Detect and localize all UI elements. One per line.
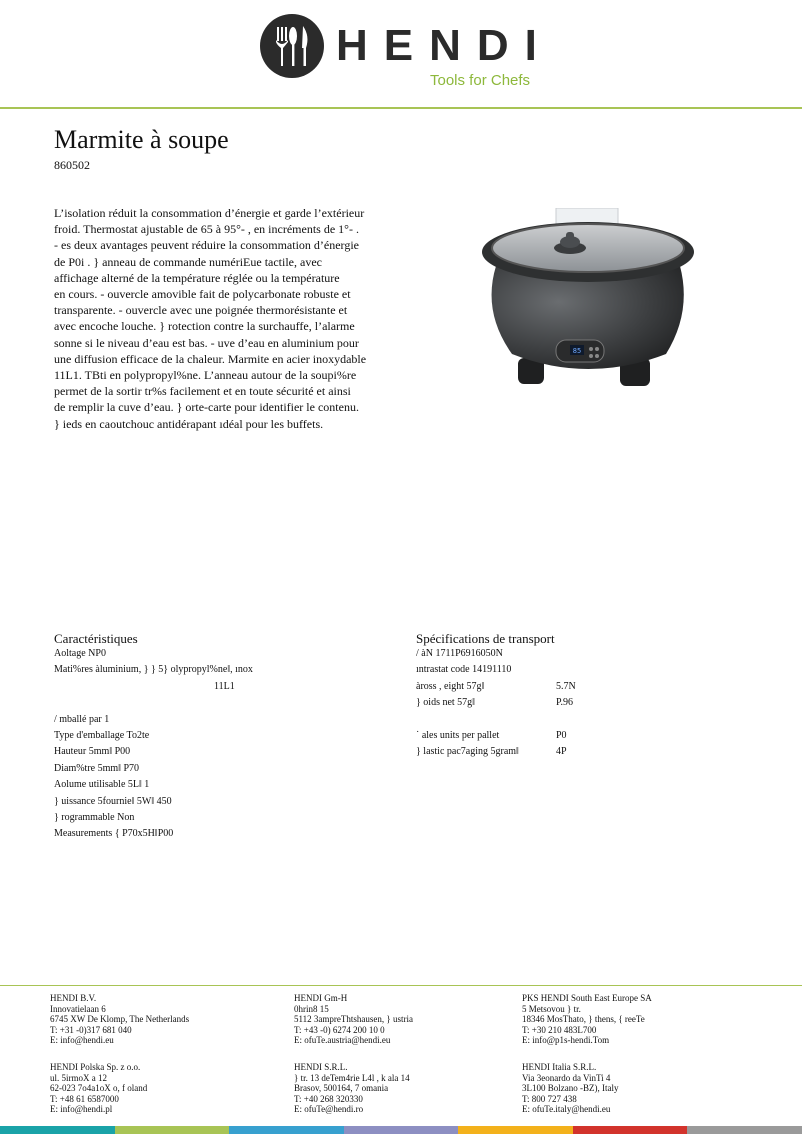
transport-row bbox=[416, 744, 716, 760]
footer-email[interactable]: E: ofuTe@hendi.ro bbox=[294, 1104, 364, 1115]
footer-company-name: HENDI S.R.L. bbox=[294, 1062, 348, 1072]
characteristic-row bbox=[54, 777, 374, 793]
transport-row bbox=[416, 728, 716, 744]
brand-tagline: Tools for Chefs bbox=[430, 72, 531, 89]
transport-label: } lastic pac7aging 5gram‖ bbox=[416, 746, 519, 758]
footer-address-line: T: +31 -0)317 681 040 bbox=[50, 1024, 132, 1035]
footer-address-block bbox=[522, 993, 652, 1046]
footer-address-line: T: 800 727 438 bbox=[522, 1093, 577, 1104]
characteristic-row bbox=[54, 826, 374, 842]
characteristic-text: Type d'emballage To2te bbox=[54, 729, 150, 741]
description-line: de remplir la cuve d’eau. } orte-carte pour identifier le contenu. bbox=[54, 400, 359, 415]
footer-address-line: T: +30 210 483L700 bbox=[522, 1024, 597, 1035]
brand-name: HENDI bbox=[336, 21, 553, 70]
description-line: en cours. - ouvercle amovible fait de polycarbonate robuste et bbox=[54, 287, 351, 302]
color-bar-segment bbox=[115, 1126, 230, 1134]
transport-row bbox=[416, 646, 716, 662]
color-bar-segment bbox=[687, 1126, 802, 1134]
footer-address-line: Innovatielaan 6 bbox=[50, 1003, 106, 1014]
color-bar-segment bbox=[573, 1126, 688, 1134]
description-line: } ieds en caoutchouc antidérapant ıdéal pour les buffets. bbox=[54, 416, 324, 431]
characteristic-text: Mati%res àluminium, } } 5} olypropyl%ne‖, ınox bbox=[54, 664, 253, 676]
transport-label: àross , eight 57g‖ bbox=[416, 680, 485, 692]
hendi-logo bbox=[260, 12, 553, 92]
footer-color-bar bbox=[0, 1126, 802, 1134]
page-title: Marmite à soupe bbox=[54, 125, 229, 154]
header-divider bbox=[0, 107, 802, 109]
characteristic-text: Hauteur 5mm‖ P00 bbox=[54, 746, 131, 758]
characteristics-list bbox=[54, 646, 374, 843]
color-bar-segment bbox=[229, 1126, 344, 1134]
characteristic-row bbox=[54, 728, 374, 744]
footer-address-block bbox=[50, 993, 189, 1046]
footer-company-name: PKS HENDI South East Europe SA bbox=[522, 993, 652, 1003]
footer-address-line: 18346 MosThato, } thens, { reeTe bbox=[522, 1014, 645, 1025]
footer-address-line: T: +48 61 6587000 bbox=[50, 1093, 119, 1104]
description-line: permet de la sortir tr%s facilement et en toute sécurité et ainsi bbox=[54, 384, 351, 399]
product-sku: 860502 bbox=[54, 158, 90, 172]
description-line: une diffusion efficace de la chaleur. Marmite en acier inoxydable bbox=[54, 351, 367, 366]
characteristic-row bbox=[54, 794, 374, 810]
description-line: affichage alterné de la température réglée ou la température bbox=[54, 270, 340, 285]
characteristic-text: Aolume utilisable 5L‖ 1 bbox=[54, 779, 150, 791]
footer-address-line: 5 Metsovou } tr. bbox=[522, 1003, 581, 1014]
footer-company-name: HENDI B.V. bbox=[50, 993, 97, 1003]
footer-address-block bbox=[522, 1062, 618, 1115]
transport-value: P0 bbox=[556, 729, 567, 741]
characteristic-text: Aoltage NP0 bbox=[54, 648, 106, 659]
characteristic-row bbox=[54, 712, 374, 728]
color-bar-segment bbox=[0, 1126, 115, 1134]
footer-address-line: 3L100 Bolzano -BZ), Italy bbox=[522, 1083, 619, 1094]
footer-email[interactable]: E: info@p1s-hendi.Tom bbox=[522, 1035, 610, 1046]
transport-label: ˙ ales units per pallet bbox=[416, 729, 500, 741]
transport-label: ıntrastat code 14191110 bbox=[416, 664, 512, 676]
description-line: transparente. - ouvercle avec une poignée thermorésistante et bbox=[54, 303, 348, 318]
footer-address-line: 5112 3ampreThtshausen, } ustria bbox=[294, 1014, 413, 1025]
transport-heading: Spécifications de transport bbox=[416, 631, 555, 646]
footer-address-line: T: +43 -0) 6274 200 10 0 bbox=[294, 1024, 385, 1035]
characteristic-row bbox=[54, 646, 374, 662]
footer-company-name: HENDI Polska Sp. z o.o. bbox=[50, 1062, 141, 1072]
footer-address-block bbox=[294, 1062, 410, 1115]
characteristic-text: Measurements { P70x5H‖P00 bbox=[54, 828, 174, 840]
characteristic-row bbox=[54, 744, 374, 760]
footer-address-line: 62-023 7o4a1oX o, f oland bbox=[50, 1083, 148, 1094]
characteristic-text: } uissance 5fournie‖ 5W‖ 450 bbox=[54, 795, 172, 807]
footer-address-line: ul. 5irmoX a 12 bbox=[50, 1072, 107, 1083]
description-line: avec encoche louche. } rotection contre la surchauffe, l’alarme bbox=[54, 319, 355, 334]
characteristic-text: } rogrammable Non bbox=[54, 811, 135, 823]
description-line: - es deux avantages peuvent réduire la consommation d’énergie bbox=[54, 238, 359, 253]
transport-value: 4P bbox=[556, 746, 567, 758]
characteristic-row bbox=[54, 810, 374, 826]
transport-row bbox=[416, 695, 716, 711]
product-description bbox=[54, 205, 372, 432]
characteristic-row bbox=[54, 761, 374, 777]
description-line: de P0i . } anneau de commande numériEue tactile, avec bbox=[54, 254, 322, 269]
footer-address-line: Brasov, 500164, 7 omania bbox=[294, 1083, 389, 1094]
characteristic-text: / mballé par 1 bbox=[54, 713, 110, 725]
product-image bbox=[478, 208, 698, 394]
characteristic-text: Diam%tre 5mm‖ P70 bbox=[54, 762, 140, 774]
footer-address-block bbox=[50, 1062, 147, 1115]
description-line: L’isolation réduit la consommation d’énergie et garde l’extérieur bbox=[54, 206, 365, 220]
footer-address-block bbox=[294, 993, 413, 1046]
footer-company-name: HENDI Italia S.R.L. bbox=[522, 1062, 597, 1072]
description-line: sonne si le niveau d’eau est bas. - uve d’eau en aluminium pour bbox=[54, 335, 359, 350]
transport-label: / àN 1711P6916050N bbox=[416, 648, 503, 659]
characteristic-row bbox=[54, 679, 374, 695]
footer-email[interactable]: E: ofuTe.austria@hendi.eu bbox=[294, 1035, 391, 1046]
transport-value: P.96 bbox=[556, 697, 573, 709]
transport-list bbox=[416, 646, 716, 761]
characteristic-row bbox=[54, 662, 374, 678]
footer-address-line: 0hrin8 15 bbox=[294, 1003, 329, 1014]
cutlery-icon bbox=[260, 14, 324, 78]
footer-company-name: HENDI Gm-H bbox=[294, 993, 348, 1003]
temperature-display: 85 bbox=[572, 347, 582, 355]
footer-address-line: 6745 XW De Klomp, The Netherlands bbox=[50, 1014, 190, 1025]
transport-value: 5.7N bbox=[556, 680, 576, 692]
transport-row bbox=[416, 712, 716, 728]
color-bar-segment bbox=[458, 1126, 573, 1134]
footer-address-line: } tr. 13 deTem4rie L4l , k ala 14 bbox=[294, 1072, 410, 1083]
color-bar-segment bbox=[344, 1126, 459, 1134]
transport-row bbox=[416, 662, 716, 678]
characteristics-heading: Caractéristiques bbox=[54, 631, 138, 646]
transport-row bbox=[416, 679, 716, 695]
footer-divider bbox=[0, 985, 802, 986]
characteristic-value: 11L1 bbox=[214, 680, 235, 692]
description-line: froid. Thermostat ajustable de 65 à 95°- , en incréments de 1°- . bbox=[54, 222, 359, 237]
transport-label: } oids net 57g‖ bbox=[416, 697, 475, 709]
description-line: 11L1. TBti en polypropyl%ne. L’anneau autour de la soupi%re bbox=[54, 368, 357, 383]
footer-email[interactable]: E: ofuTe.italy@hendi.eu bbox=[522, 1104, 611, 1115]
footer-address-line: Via 3eonardo da VinTi 4 bbox=[522, 1072, 611, 1083]
footer-address-line: T: +40 268 320330 bbox=[294, 1093, 363, 1104]
characteristic-row bbox=[54, 695, 374, 711]
footer-email[interactable]: E: info@hendi.pl bbox=[50, 1104, 113, 1115]
footer-email[interactable]: E: info@hendi.eu bbox=[50, 1035, 114, 1046]
